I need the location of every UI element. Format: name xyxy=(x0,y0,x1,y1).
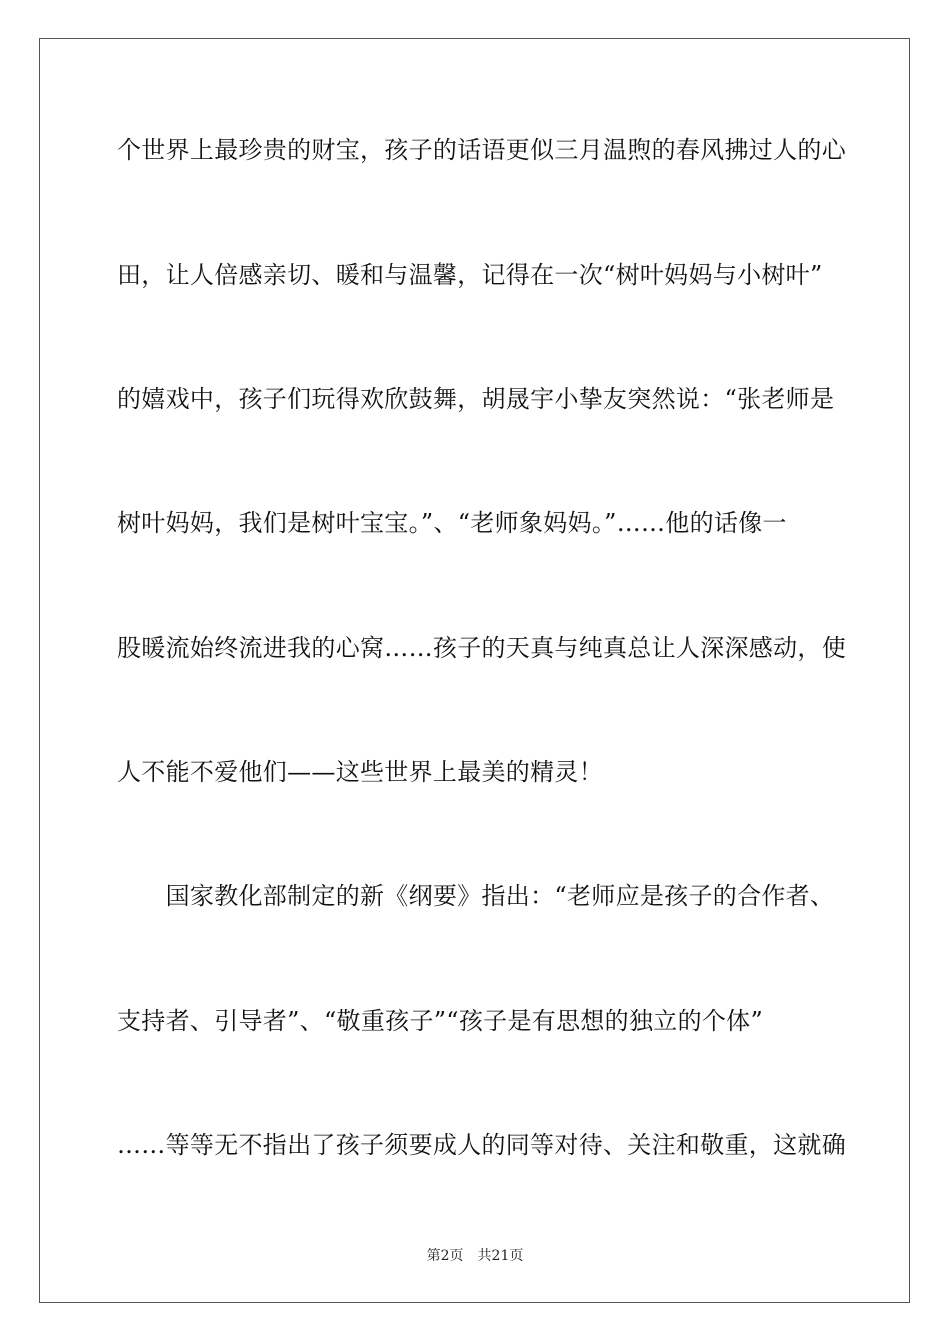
text-line: 支持者、引导者”、“敬重孩子”“孩子是有思想的独立的个体” xyxy=(117,1007,764,1035)
text-line: 人不能不爱他们——这些世界上最美的精灵！ xyxy=(117,758,603,786)
text-line: 股暖流始终流进我的心窝……孩子的天真与纯真总让人深深感动，使 xyxy=(117,634,846,662)
page-number-footer: 第2页 共21页 xyxy=(426,1248,524,1264)
text-line: 的嬉戏中，孩子们玩得欢欣鼓舞，胡晟宇小挚友突然说：“张老师是 xyxy=(117,385,835,413)
text-line: 田，让人倍感亲切、暖和与温馨，记得在一次“树叶妈妈与小树叶” xyxy=(117,261,823,289)
text-line: ……等等无不指出了孩子须要成人的同等对待、关注和敬重，这就确 xyxy=(117,1131,846,1159)
page-border xyxy=(39,38,910,1303)
text-line: 个世界上最珍贵的财宝，孩子的话语更似三月温煦的春风拂过人的心 xyxy=(117,136,846,164)
text-line: 树叶妈妈，我们是树叶宝宝。”、“老师象妈妈。”……他的话像一 xyxy=(117,509,787,537)
text-line: 国家教化部制定的新《纲要》指出：“老师应是孩子的合作者、 xyxy=(117,882,835,910)
